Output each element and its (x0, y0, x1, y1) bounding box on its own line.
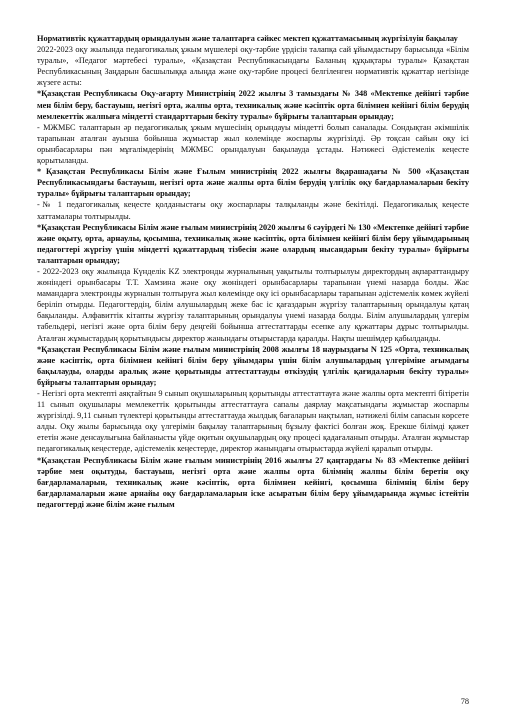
order-348-paragraph: - МЖМБС талаптарын әр педагогикалық ұжым мүшесінің орындауы міндетті болып саналады. Сондықтан әкімшілік тарапынан аталған ауызша бойынша жұмыстар жыл көлемінде жоспарлы жүргізілді. Әр тоқсан сайын оқу ісі орынбасарлары пән мұғалімдерінің МЖМБС орындалуын бақылауда ұстады. Нәтижесі Әдістемелік кеңесте қорытыланды. (37, 122, 469, 166)
order-348-heading: *Қазақстан Республикасы Оқу-ағарту Министрінің 2022 жылғы 3 тамыздағы № 348 «Мектепке дейінгі тәрбие мен білім беру, бастауыш, негізгі орта, жалпы орта, техникалық және кәсіптік орта білімнен кейінгі білім берудің мемлекеттік жалпыға міндетті стандарттарын бекіту туралы» бұйрығы талаптарын орындау; (37, 89, 469, 121)
order-130-paragraph: - 2022-2023 оқу жылында Күнделік KZ электронды журналының уақытылы толтырылуы директордың ақпараттандыру жөніндегі орынбасары Т.Т. Хамзина және оқу жөніндегі орынбасарлары тарапынан үнемі назарда болды. Жас мамандарға электронды журналын толтыруға жыл көлемінде оқу ісі орынбасарлары тарапынан әдістемелік көмек жүйелі беріліп отырды. Педагогтердің, білім алушылардың жеке бас іс қағаздарын жүргізу талаптарының орындалуы қатаң бақыланды. Алфавиттік кітапты жүргізу талаптарының орындалуы үнемі назарда болды. Білім алушылардың үлгерім табельдері, негізгі және орта білім беру деңгейі бойынша аттестаттарды есепке алу құжаттары дұрыс толтырылды. Аталған жұмыстардың қорытындысы директор жанындағы отырыстарда қаралды. Нақты шешімдер қабылданды. (37, 266, 469, 343)
page-number: 78 (460, 697, 469, 706)
intro-paragraph: 2022-2023 оқу жылында педагогикалық ұжым мүшелері оқу-тәрбие үрдісін талапқа сай ұйымдастыру барысында «Білім туралы», «Педагог мәртебесі туралы», «Қазақстан Республикасындағы Баланың құқықтары туралы» Қазақстан Республикасының Заңдарын басшылыққа алыңда және оқу-тәрбие процесі белгіленген нормативтік құжаттар негізінде жүзеге асты: (37, 45, 469, 88)
order-500-heading: * Қазақстан Республикасы Білім және Ғылым министрінің 2022 жылғы 8қарашадағы № 500 «Қазақстан Республикасындағы бастауыш, негізгі орта және жалпы орта білім берудің үлгілік оқу бағдарламаларын бекіту туралы» бұйрығы талаптарын орындау; (37, 167, 469, 199)
order-125-heading: *Қазақстан Республикасы Білім және ғылым министрінің 2008 жылғы 18 наурыздағы N 125 «Орта, техникалық және кәсіптік, орта білімнен кейінгі білім беру ұйымдары үшін білім алушылардың үлгеріміне ағымдағы бақылауды, оларды аралық және қорытынды аттестаттауды өткізудің үлгілік қағидаларын бекіту туралы» бұйрығы талаптарын орындау; (37, 344, 469, 387)
section-heading: Нормативтік құжаттардың орындалуын және талаптарға сәйкес мектеп құжаттамасының жүргізілуін бақылау (37, 34, 458, 43)
order-125-paragraph: - Негізгі орта мектепті аяқтайтын 9 сынып оқушыларының қорытынды аттестаттауға және жалпы орта мектепті бітіретін 11 сынып оқушылары мемлекеттік қорытынды аттестаттауға сапалы даярлау мақсатындағы жұмыстар жоспарлы жүргізілді. 9,11 сынып түлектері қорытынды аттестаттауда жылдық бағаларын нақтылап, нәтижелі білім сапасын көрсете алды. Оқу жылы барысында оқу үлгерімін бақылау талаптарының бұзылу фактісі болған жоқ. Ерекше білімді қажет ететін және денсаулығына байланысты үйде оқитын оқушылардың оқу процесі қадағаланып отырды. Аталған жұмыстар педагогикалық кеңестерде, әдістемелік кеңестерде, директор жанындағы отырыстарда жүйелі қаралып отырды. (37, 389, 469, 454)
order-500-paragraph: -№ 1 педагогикалық кеңесте қолданыстағы оқу жоспарлары талқыланды және бекітілді. Педагогикалық кеңесте хаттамалары толтырылды. (37, 200, 469, 221)
order-83-heading: *Қазақстан Республикасы Білім және ғылым министрінің 2016 жылғы 27 қаңтардағы № 83 «Мектепке дейінгі тәрбие мен оқытуды, бастауыш, негізгі орта және жалпы орта білімнің жалпы білім беретін оқу бағдарламаларын, техникалық және кәсіптік, орта білімнен кейінгі, қосымша білімнің білім беру бағдарламаларын және арнайы оқу бағдарламаларын іске асыратын білім беру ұйымдарында жұмыс істейтін педагогтерді және білім және ғылым (37, 455, 469, 509)
order-130-heading: *Қазақстан Республикасы Білім және ғылым министрінің 2020 жылғы 6 сәуірдегі № 130 «Мектепке дейінгі тәрбие және оқыту, орта, арнаулы, қосымша, техникалық және кәсіптік, орта білімнен кейінгі білім беру ұйымдарының педагогтері жүргізу үшін міндетті құжаттардың тізбесін және олардың нысандарын бекіту туралы» бұйрығы талаптарын орындау; (37, 222, 469, 265)
